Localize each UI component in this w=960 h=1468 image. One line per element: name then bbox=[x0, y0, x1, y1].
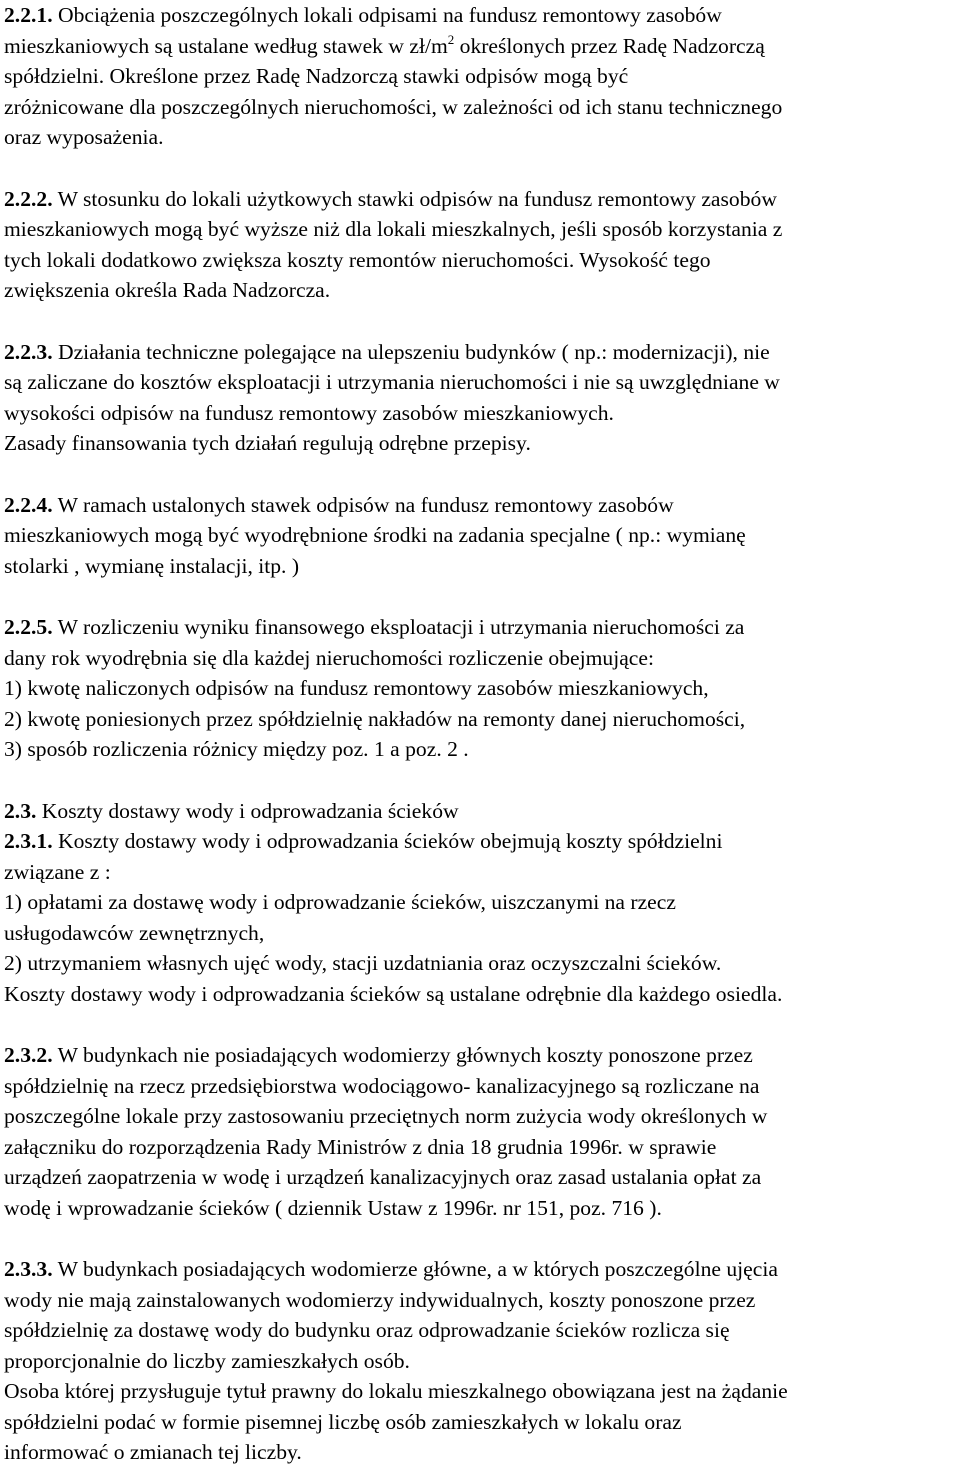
text-line: spółdzielnię na rzecz przedsiębiorstwa wodociągowo- kanalizacyjnego są rozliczane na bbox=[4, 1073, 760, 1098]
text-line: wysokości odpisów na fundusz remontowy zasobów mieszkaniowych. bbox=[4, 400, 614, 425]
section-2-2-3 bbox=[4, 337, 960, 459]
text-line: zróżnicowane dla poszczególnych nieruchomości, w zależności od ich stanu technicznego bbox=[4, 94, 783, 119]
text-line: proporcjonalnie do liczby zamieszkałych osób. bbox=[4, 1348, 410, 1373]
text-line: stolarki , wymianę instalacji, itp. ) bbox=[4, 553, 300, 578]
text-line: urządzeń zaopatrzenia w wodę i urządzeń kanalizacyjnych oraz zasad ustalania opłat za bbox=[4, 1165, 762, 1189]
section-2-2-2 bbox=[4, 184, 960, 306]
superscript: 2 bbox=[447, 31, 455, 47]
section-2-3-1 bbox=[4, 826, 960, 1009]
text-line: Koszty dostawy wody i odprowadzania ścieków obejmują koszty spółdzielni bbox=[58, 829, 723, 853]
list-item: 2) utrzymaniem własnych ujęć wody, stacji uzdatniania oraz oczyszczalni ścieków. bbox=[4, 951, 722, 975]
section-2-2-4 bbox=[4, 490, 960, 582]
text-line: W ramach ustalonych stawek odpisów na fundusz remontowy zasobów bbox=[57, 492, 674, 517]
text-line: dany rok wyodrębnia się dla każdej nieruchomości rozliczenie obejmujące: bbox=[4, 645, 654, 670]
text-line: usługodawców zewnętrznych, bbox=[4, 920, 265, 945]
list-item: 3) sposób rozliczenia różnicy między poz. 1 a poz. 2 . bbox=[4, 737, 469, 761]
text-line: określonych przez Radę Nadzorczą bbox=[454, 33, 765, 58]
section-number: 2.2.5. bbox=[4, 615, 53, 639]
text-line: wodę i wprowadzanie ścieków ( dziennik Ustaw z 1996r. nr 151, poz. 716 ). bbox=[4, 1195, 662, 1220]
text-line: W rozliczeniu wyniku finansowego eksploatacji i utrzymania nieruchomości za bbox=[57, 615, 745, 639]
text-line: W stosunku do lokali użytkowych stawki odpisów na fundusz remontowy zasobów bbox=[57, 186, 777, 211]
section-number: 2.3.1. bbox=[4, 829, 53, 853]
text-line: mieszkaniowych mogą być wyższe niż dla lokali mieszkalnych, jeśli sposób korzystania z bbox=[4, 217, 783, 241]
text-line: spółdzielnię za dostawę wody do budynku oraz odprowadzanie ścieków rozlicza się bbox=[4, 1318, 730, 1342]
section-number: 2.2.3. bbox=[4, 339, 53, 364]
text-line: spółdzielni podać w formie pisemnej liczbę osób zamieszkałych w lokalu oraz bbox=[4, 1409, 682, 1434]
text-line: są zaliczane do kosztów eksploatacji i utrzymania nieruchomości i nie są uwzględniane w bbox=[4, 370, 780, 394]
text-line: mieszkaniowych mogą być wyodrębnione środki na zadania specjalne ( np.: wymianę bbox=[4, 523, 746, 547]
section-number: 2.2.4. bbox=[4, 492, 53, 517]
section-2-3-3 bbox=[4, 1254, 960, 1468]
list-item: 2) kwotę poniesionych przez spółdzielnię nakładów na remonty danej nieruchomości, bbox=[4, 706, 746, 731]
text-line: zwiększenia określa Rada Nadzorcza. bbox=[4, 278, 331, 302]
text-line: Obciążenia poszczególnych lokali odpisami na fundusz remontowy zasobów bbox=[58, 3, 722, 27]
section-2-2-5 bbox=[4, 612, 960, 765]
list-item: 1) kwotę naliczonych odpisów na fundusz remontowy zasobów mieszkaniowych, bbox=[4, 676, 709, 700]
text-line: Działania techniczne polegające na ulepszeniu budynków ( np.: modernizacji), nie bbox=[58, 339, 770, 364]
text-line: tych lokali dodatkowo zwiększa koszty remontów nieruchomości. Wysokość tego bbox=[4, 247, 711, 272]
text-line: mieszkaniowych są ustalane według stawek w zł/m bbox=[4, 33, 448, 58]
section-2-3-heading bbox=[4, 796, 960, 827]
text-line: informować o zmianach tej liczby. bbox=[4, 1440, 302, 1464]
section-number: 2.3. bbox=[4, 798, 37, 823]
text-line: oraz wyposażenia. bbox=[4, 125, 164, 149]
section-number: 2.3.2. bbox=[4, 1043, 53, 1067]
section-number: 2.2.2. bbox=[4, 186, 53, 211]
text-line: spółdzielni. Określone przez Radę Nadzorczą stawki odpisów mogą być bbox=[4, 64, 629, 88]
text-line: W budynkach nie posiadających wodomierzy głównych koszty ponoszone przez bbox=[57, 1043, 753, 1067]
text-line: związane z : bbox=[4, 859, 111, 884]
text-line: Koszty dostawy wody i odprowadzania ścieków są ustalane odrębnie dla każdego osiedla. bbox=[4, 981, 783, 1006]
text-line: wody nie mają zainstalowanych wodomierzy indywidualnych, koszty ponoszone przez bbox=[4, 1287, 756, 1312]
section-number: 2.3.3. bbox=[4, 1257, 53, 1281]
section-2-2-1 bbox=[4, 0, 960, 153]
section-title: Koszty dostawy wody i odprowadzania ścieków bbox=[41, 798, 459, 823]
text-line: Osoba której przysługuje tytuł prawny do lokalu mieszkalnego obowiązana jest na żądanie bbox=[4, 1379, 788, 1403]
text-line: Zasady finansowania tych działań regulują odrębne przepisy. bbox=[4, 431, 531, 455]
text-line: poszczególne lokale przy zastosowaniu przeciętnych norm zużycia wody określonych w bbox=[4, 1104, 768, 1128]
list-item: 1) opłatami za dostawę wody i odprowadzanie ścieków, uiszczanymi na rzecz bbox=[4, 890, 676, 914]
text-line: załączniku do rozporządzenia Rady Ministrów z dnia 18 grudnia 1996r. w sprawie bbox=[4, 1134, 717, 1159]
section-number: 2.2.1. bbox=[4, 3, 53, 27]
section-2-3-2 bbox=[4, 1040, 960, 1223]
text-line: W budynkach posiadających wodomierze główne, a w których poszczególne ujęcia bbox=[57, 1257, 778, 1281]
